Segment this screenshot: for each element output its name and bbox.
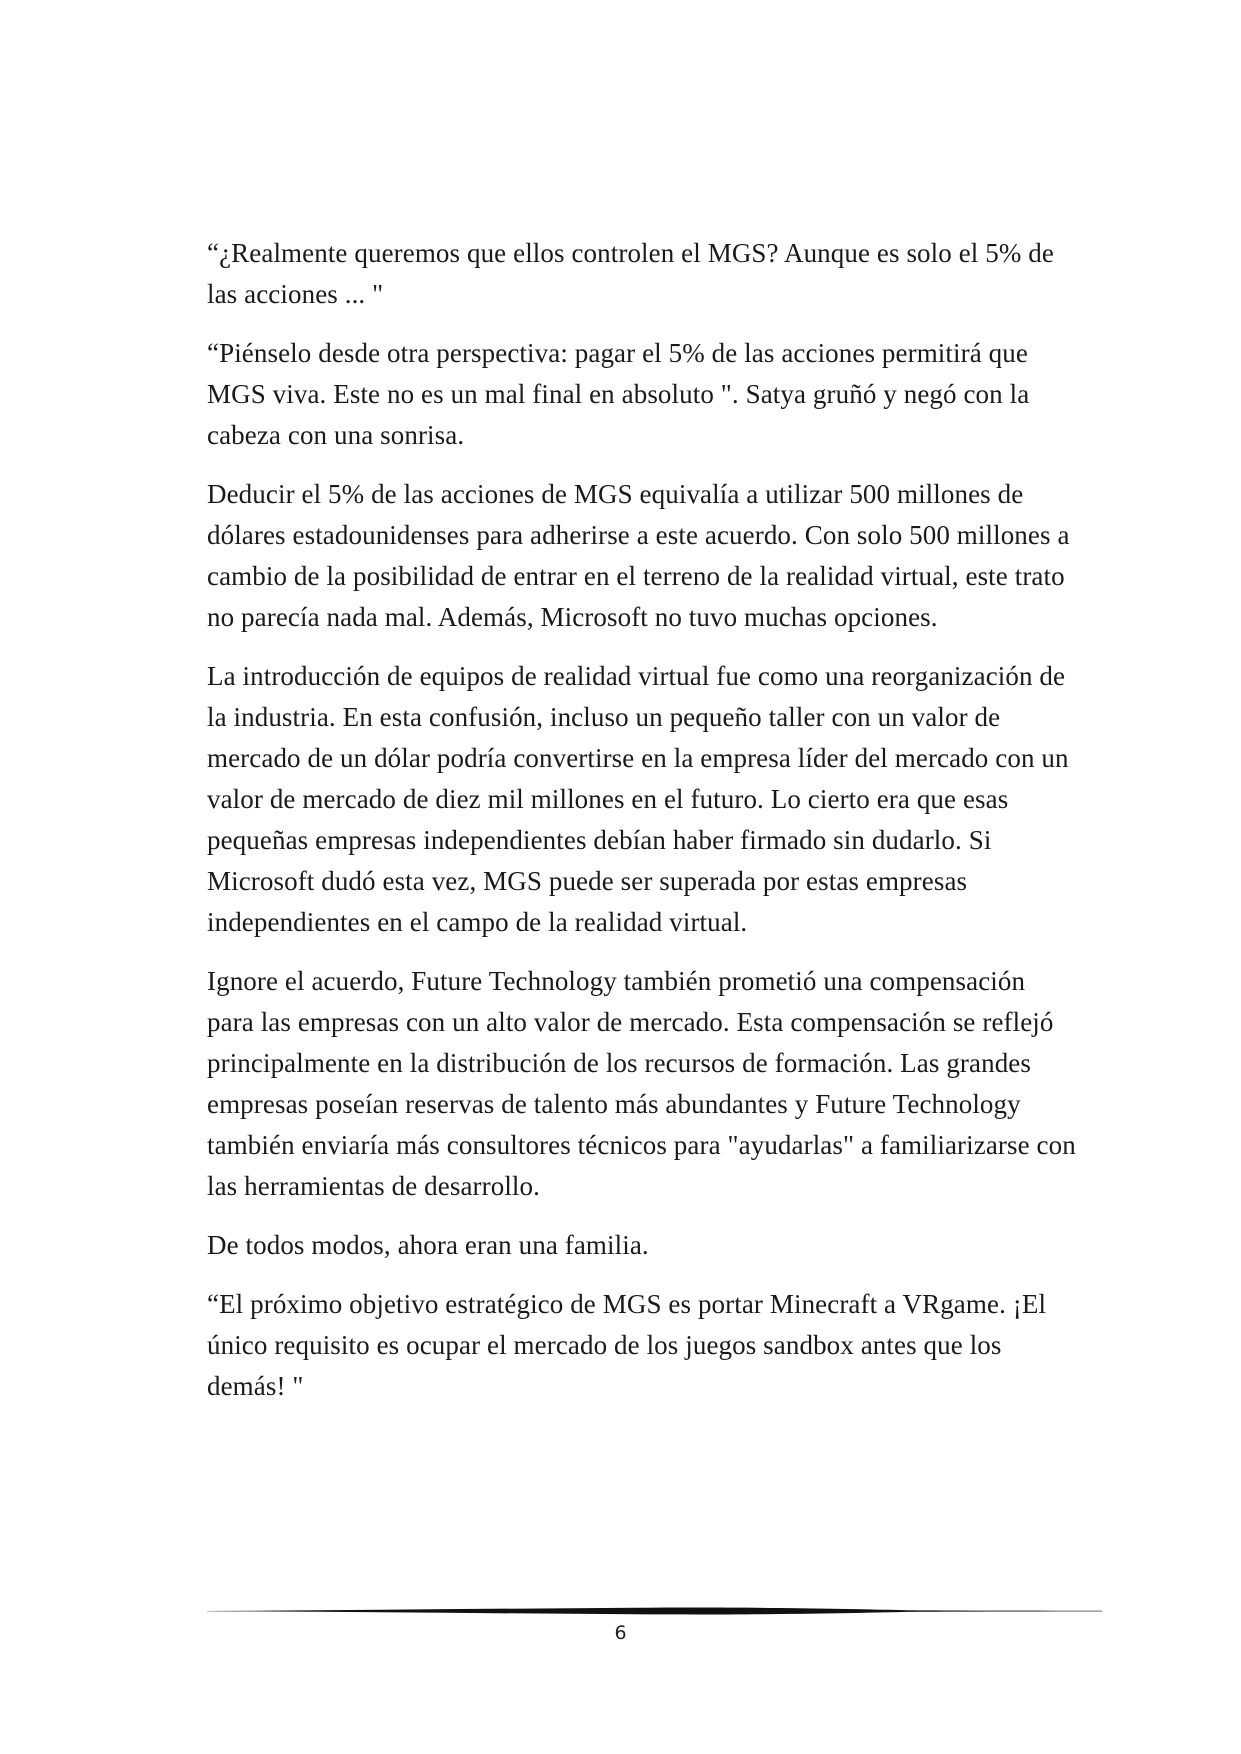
paragraph-7: “El próximo objetivo estratégico de MGS es portar Minecraft a VRgame. ¡El único requisito es ocupar el mercado de los juegos sandbox antes que los demás! " xyxy=(207,1289,1047,1401)
paragraph-1: “¿Realmente queremos que ellos controlen el MGS? Aunque es solo el 5% de las acciones ... " xyxy=(207,238,1054,309)
paragraph-2: “Piénselo desde otra perspectiva: pagar el 5% de las acciones permitirá que MGS viva. Este no es un mal final en absoluto ". Satya gruñó y negó con la cabeza con una sonrisa. xyxy=(207,338,1030,450)
body-text xyxy=(207,233,1077,1425)
paragraph-4: La introducción de equipos de realidad virtual fue como una reorganización de la industria. En esta confusión, incluso un pequeño taller con un valor de mercado de un dólar podría convertirse en la empresa líder del mercado con un valor de mercado de diez mil millones en el futuro. Lo cierto era que esas pequeñas empresas independientes debían haber firmado sin dudarlo. Si Microsoft dudó esta vez, MGS puede ser superada por estas empresas independientes en el campo de la realidad virtual. xyxy=(207,661,1069,937)
paragraph-5: Ignore el acuerdo, Future Technology también prometió una compensación para las empresas con un alto valor de mercado. Esta compensación se reflejó principalmente en la distribución de los recursos de formación. Las grandes empresas poseían reservas de talento más abundantes y Future Technology también enviaría más consultores técnicos para "ayudarlas" a familiarizarse con las herramientas de desarrollo. xyxy=(207,966,1076,1201)
paragraph-6: De todos modos, ahora eran una familia. xyxy=(207,1230,649,1260)
paragraph-3: Deducir el 5% de las acciones de MGS equivalía a utilizar 500 millones de dólares estadounidenses para adherirse a este acuerdo. Con solo 500 millones a cambio de la posibilidad de entrar en el terreno de la realidad virtual, este trato no parecía nada mal. Además, Microsoft no tuvo muchas opciones. xyxy=(207,479,1070,632)
footer-divider xyxy=(207,1605,1102,1617)
page-number: 6 xyxy=(614,1622,627,1644)
